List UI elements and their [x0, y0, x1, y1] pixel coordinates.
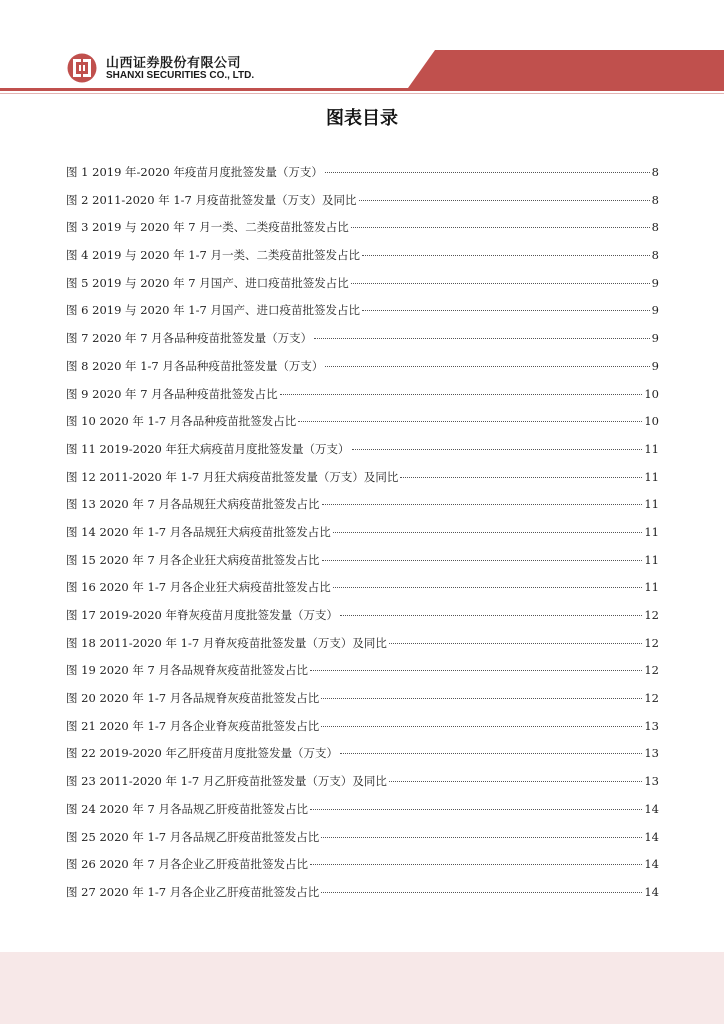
toc-leader-dots [359, 199, 650, 201]
toc-leader-dots [351, 282, 650, 284]
figure-table-of-contents [66, 162, 659, 910]
shanxi-securities-logo-icon [66, 52, 98, 84]
company-name-en: SHANXI SECURITIES CO., LTD. [106, 70, 255, 81]
toc-entry-page: 9 [651, 331, 659, 346]
toc-entry-page: 10 [644, 414, 659, 429]
toc-entry-page: 8 [651, 220, 659, 235]
toc-entry-label: 图 17 2019-2020 年脊灰疫苗月度批签发量（万支） [66, 608, 339, 622]
toc-leader-dots [352, 448, 643, 450]
toc-entry-label: 图 9 2020 年 7 月各品种疫苗批签发占比 [66, 386, 278, 401]
toc-entry[interactable] [66, 162, 659, 190]
toc-entry[interactable] [66, 245, 659, 273]
toc-entry-label: 图 21 2020 年 1-7 月各企业脊灰疫苗批签发占比 [66, 718, 320, 733]
toc-entry-label: 图 24 2020 年 7 月各品规乙肝疫苗批签发占比 [66, 801, 308, 816]
toc-entry[interactable] [66, 660, 659, 688]
page-header [0, 0, 724, 100]
toc-entry-label: 图 15 2020 年 7 月各企业狂犬病疫苗批签发占比 [66, 552, 320, 567]
toc-entry-label: 图 5 2019 与 2020 年 7 月国产、进口疫苗批签发占比 [66, 275, 349, 290]
toc-leader-dots [362, 309, 650, 311]
toc-entry-label: 图 22 2019-2020 年乙肝疫苗月度批签发量（万支） [66, 746, 339, 761]
toc-entry-page: 11 [644, 580, 659, 595]
toc-entry-page: 11 [644, 469, 659, 484]
toc-leader-dots [325, 171, 650, 173]
toc-entry[interactable] [66, 827, 659, 855]
toc-entry-page: 14 [644, 884, 659, 899]
toc-entry-page: 14 [644, 857, 659, 872]
toc-entry-label: 图 11 2019-2020 年狂犬病疫苗月度批签发量（万支） [66, 441, 350, 456]
toc-entry-label: 图 3 2019 与 2020 年 7 月一类、二类疫苗批签发占比 [66, 220, 349, 235]
toc-leader-dots [310, 808, 642, 810]
toc-entry-page: 8 [651, 248, 659, 263]
toc-entry[interactable] [66, 716, 659, 744]
toc-entry-label: 图 8 2020 年 1-7 月各品种疫苗批签发量（万支） [66, 358, 324, 373]
toc-leader-dots [362, 254, 650, 256]
toc-entry-label: 图 10 2020 年 1-7 月各品种疫苗批签发占比 [66, 414, 297, 429]
toc-entry-page: 13 [644, 718, 659, 733]
footer-band [0, 952, 724, 1024]
toc-leader-dots [322, 503, 643, 505]
toc-entry-label: 图 26 2020 年 7 月各企业乙肝疫苗批签发占比 [66, 857, 308, 872]
toc-entry[interactable] [66, 217, 659, 245]
toc-leader-dots [400, 476, 642, 478]
company-name-cn: 山西证券股份有限公司 [106, 56, 242, 71]
toc-entry[interactable] [66, 854, 659, 882]
toc-leader-dots [333, 531, 643, 533]
toc-entry[interactable] [66, 605, 659, 633]
toc-leader-dots [310, 669, 642, 671]
toc-entry-label: 图 16 2020 年 1-7 月各企业狂犬病疫苗批签发占比 [66, 580, 331, 595]
toc-leader-dots [333, 586, 643, 588]
toc-entry-label: 图 25 2020 年 1-7 月各品规乙肝疫苗批签发占比 [66, 829, 320, 844]
toc-entry-label: 图 23 2011-2020 年 1-7 月乙肝疫苗批签发量（万支）及同比 [66, 774, 387, 789]
toc-entry-page: 9 [651, 303, 659, 318]
toc-entry[interactable] [66, 688, 659, 716]
toc-entry[interactable] [66, 577, 659, 605]
toc-leader-dots [321, 725, 642, 727]
toc-leader-dots [389, 780, 643, 782]
toc-entry-page: 13 [644, 774, 659, 789]
toc-entry[interactable] [66, 550, 659, 578]
toc-entry-label: 图 27 2020 年 1-7 月各企业乙肝疫苗批签发占比 [66, 884, 320, 899]
toc-entry[interactable] [66, 494, 659, 522]
toc-leader-dots [322, 559, 643, 561]
toc-entry[interactable] [66, 439, 659, 467]
toc-entry[interactable] [66, 384, 659, 412]
toc-entry[interactable] [66, 771, 659, 799]
toc-entry-page: 10 [644, 386, 659, 401]
toc-leader-dots [351, 226, 650, 228]
toc-entry[interactable] [66, 799, 659, 827]
toc-entry-page: 14 [644, 801, 659, 816]
toc-entry-page: 14 [644, 829, 659, 844]
toc-entry-label: 图 18 2011-2020 年 1-7 月脊灰疫苗批签发量（万支）及同比 [66, 635, 387, 650]
toc-leader-dots [298, 420, 642, 422]
toc-entry-label: 图 13 2020 年 7 月各品规狂犬病疫苗批签发占比 [66, 497, 320, 512]
toc-entry-label: 图 12 2011-2020 年 1-7 月狂犬病疫苗批签发量（万支）及同比 [66, 469, 399, 484]
toc-leader-dots [340, 752, 642, 754]
toc-entry-page: 8 [651, 192, 659, 207]
page-title: 图表目录 [326, 108, 398, 129]
toc-entry-page: 11 [644, 552, 659, 567]
toc-leader-dots [321, 836, 642, 838]
toc-entry-label: 图 20 2020 年 1-7 月各品规脊灰疫苗批签发占比 [66, 691, 320, 706]
toc-entry[interactable] [66, 411, 659, 439]
toc-entry-label: 图 6 2019 与 2020 年 1-7 月国产、进口疫苗批签发占比 [66, 303, 360, 318]
toc-leader-dots [314, 337, 649, 339]
toc-leader-dots [325, 365, 649, 367]
toc-entry-page: 11 [644, 497, 659, 512]
toc-entry-page: 9 [651, 358, 659, 373]
toc-entry-page: 12 [644, 608, 659, 622]
toc-entry-label: 图 14 2020 年 1-7 月各品规狂犬病疫苗批签发占比 [66, 524, 331, 539]
toc-leader-dots [321, 697, 642, 699]
toc-entry[interactable] [66, 522, 659, 550]
toc-entry[interactable] [66, 633, 659, 661]
toc-leader-dots [340, 614, 642, 616]
toc-entry-page: 9 [651, 275, 659, 290]
toc-entry-label: 图 4 2019 与 2020 年 1-7 月一类、二类疫苗批签发占比 [66, 248, 360, 263]
toc-entry-page: 11 [644, 524, 659, 539]
header-decoration [0, 0, 724, 100]
toc-leader-dots [389, 642, 643, 644]
toc-leader-dots [280, 393, 643, 395]
toc-entry-page: 13 [644, 746, 659, 761]
toc-entry-label: 图 7 2020 年 7 月各品种疫苗批签发量（万支） [66, 331, 313, 346]
toc-entry[interactable] [66, 356, 659, 384]
toc-entry[interactable] [66, 190, 659, 218]
toc-entry[interactable] [66, 882, 659, 910]
toc-entry[interactable] [66, 300, 659, 328]
toc-entry-label: 图 19 2020 年 7 月各品规脊灰疫苗批签发占比 [66, 663, 308, 678]
toc-leader-dots [321, 891, 642, 893]
toc-entry-label: 图 2 2011-2020 年 1-7 月疫苗批签发量（万支）及同比 [66, 192, 357, 207]
toc-entry[interactable] [66, 273, 659, 301]
toc-entry-page: 12 [644, 635, 659, 650]
toc-entry[interactable] [66, 328, 659, 356]
toc-entry-label: 图 1 2019 年-2020 年疫苗月度批签发量（万支） [66, 165, 323, 179]
toc-entry-page: 11 [644, 441, 659, 456]
toc-entry[interactable] [66, 743, 659, 771]
toc-leader-dots [310, 863, 642, 865]
toc-entry-page: 12 [644, 691, 659, 706]
toc-entry-page: 8 [651, 165, 659, 179]
toc-entry[interactable] [66, 467, 659, 495]
toc-entry-page: 12 [644, 663, 659, 678]
